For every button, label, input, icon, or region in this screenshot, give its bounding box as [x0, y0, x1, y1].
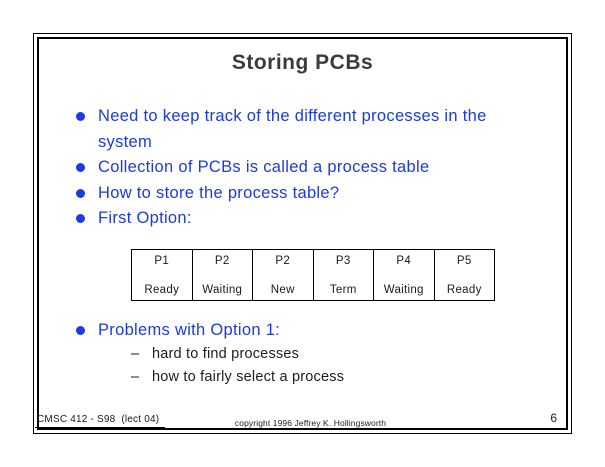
bullet-text: Problems with Option 1:	[98, 321, 281, 339]
dash-marker: –	[131, 369, 140, 385]
bullet-item	[76, 155, 538, 181]
bullet-item	[76, 104, 526, 155]
bullet-list	[76, 104, 546, 232]
sub-bullet-item	[131, 343, 531, 366]
process-table-column	[434, 250, 495, 300]
process-table-column	[313, 250, 374, 300]
process-label: P1	[154, 255, 170, 267]
process-label: P5	[456, 255, 472, 267]
bullet-item	[76, 206, 538, 232]
bullet-dot-icon	[76, 326, 85, 335]
process-label: P4	[396, 255, 412, 267]
slide-title: Storing PCBs	[231, 51, 374, 74]
slide-frame	[33, 33, 572, 434]
process-table-column	[252, 250, 313, 300]
bullet-text: Collection of PCBs is called a process table	[98, 158, 430, 176]
state-label: New	[270, 284, 295, 296]
page-number: 6	[550, 411, 557, 425]
footer-course-code: CMSC 412 - S98 (lect 04)	[35, 414, 165, 428]
process-table-column	[192, 250, 253, 300]
state-label: Ready	[446, 284, 482, 296]
bullet-text: First Option:	[98, 209, 192, 227]
sub-bullet-list	[131, 343, 531, 389]
bullet-dot-icon	[76, 189, 85, 198]
dash-marker: –	[131, 346, 140, 362]
process-table-column	[132, 250, 192, 300]
process-label: P3	[335, 255, 351, 267]
state-label: Waiting	[383, 284, 424, 296]
sub-bullet-text: hard to find processes	[152, 346, 300, 362]
state-label: Term	[329, 284, 357, 296]
state-label: Ready	[144, 284, 180, 296]
bullet-text: Need to keep track of the different processes in the system	[98, 107, 487, 151]
state-label: Waiting	[202, 284, 243, 296]
footer-copyright: copyright 1996 Jeffrey K. Hollingsworth	[234, 418, 387, 428]
sub-bullet-text: how to fairly select a process	[152, 369, 345, 385]
bullet-item	[76, 318, 538, 344]
problems-section	[76, 318, 546, 344]
process-label: P2	[275, 255, 291, 267]
bullet-dot-icon	[76, 112, 85, 121]
bullet-dot-icon	[76, 163, 85, 172]
process-label: P2	[214, 255, 230, 267]
bullet-item	[76, 181, 538, 207]
bullet-dot-icon	[76, 214, 85, 223]
process-table	[131, 249, 495, 301]
sub-bullet-item	[131, 366, 531, 389]
process-table-column	[373, 250, 434, 300]
bullet-text: How to store the process table?	[98, 183, 340, 202]
